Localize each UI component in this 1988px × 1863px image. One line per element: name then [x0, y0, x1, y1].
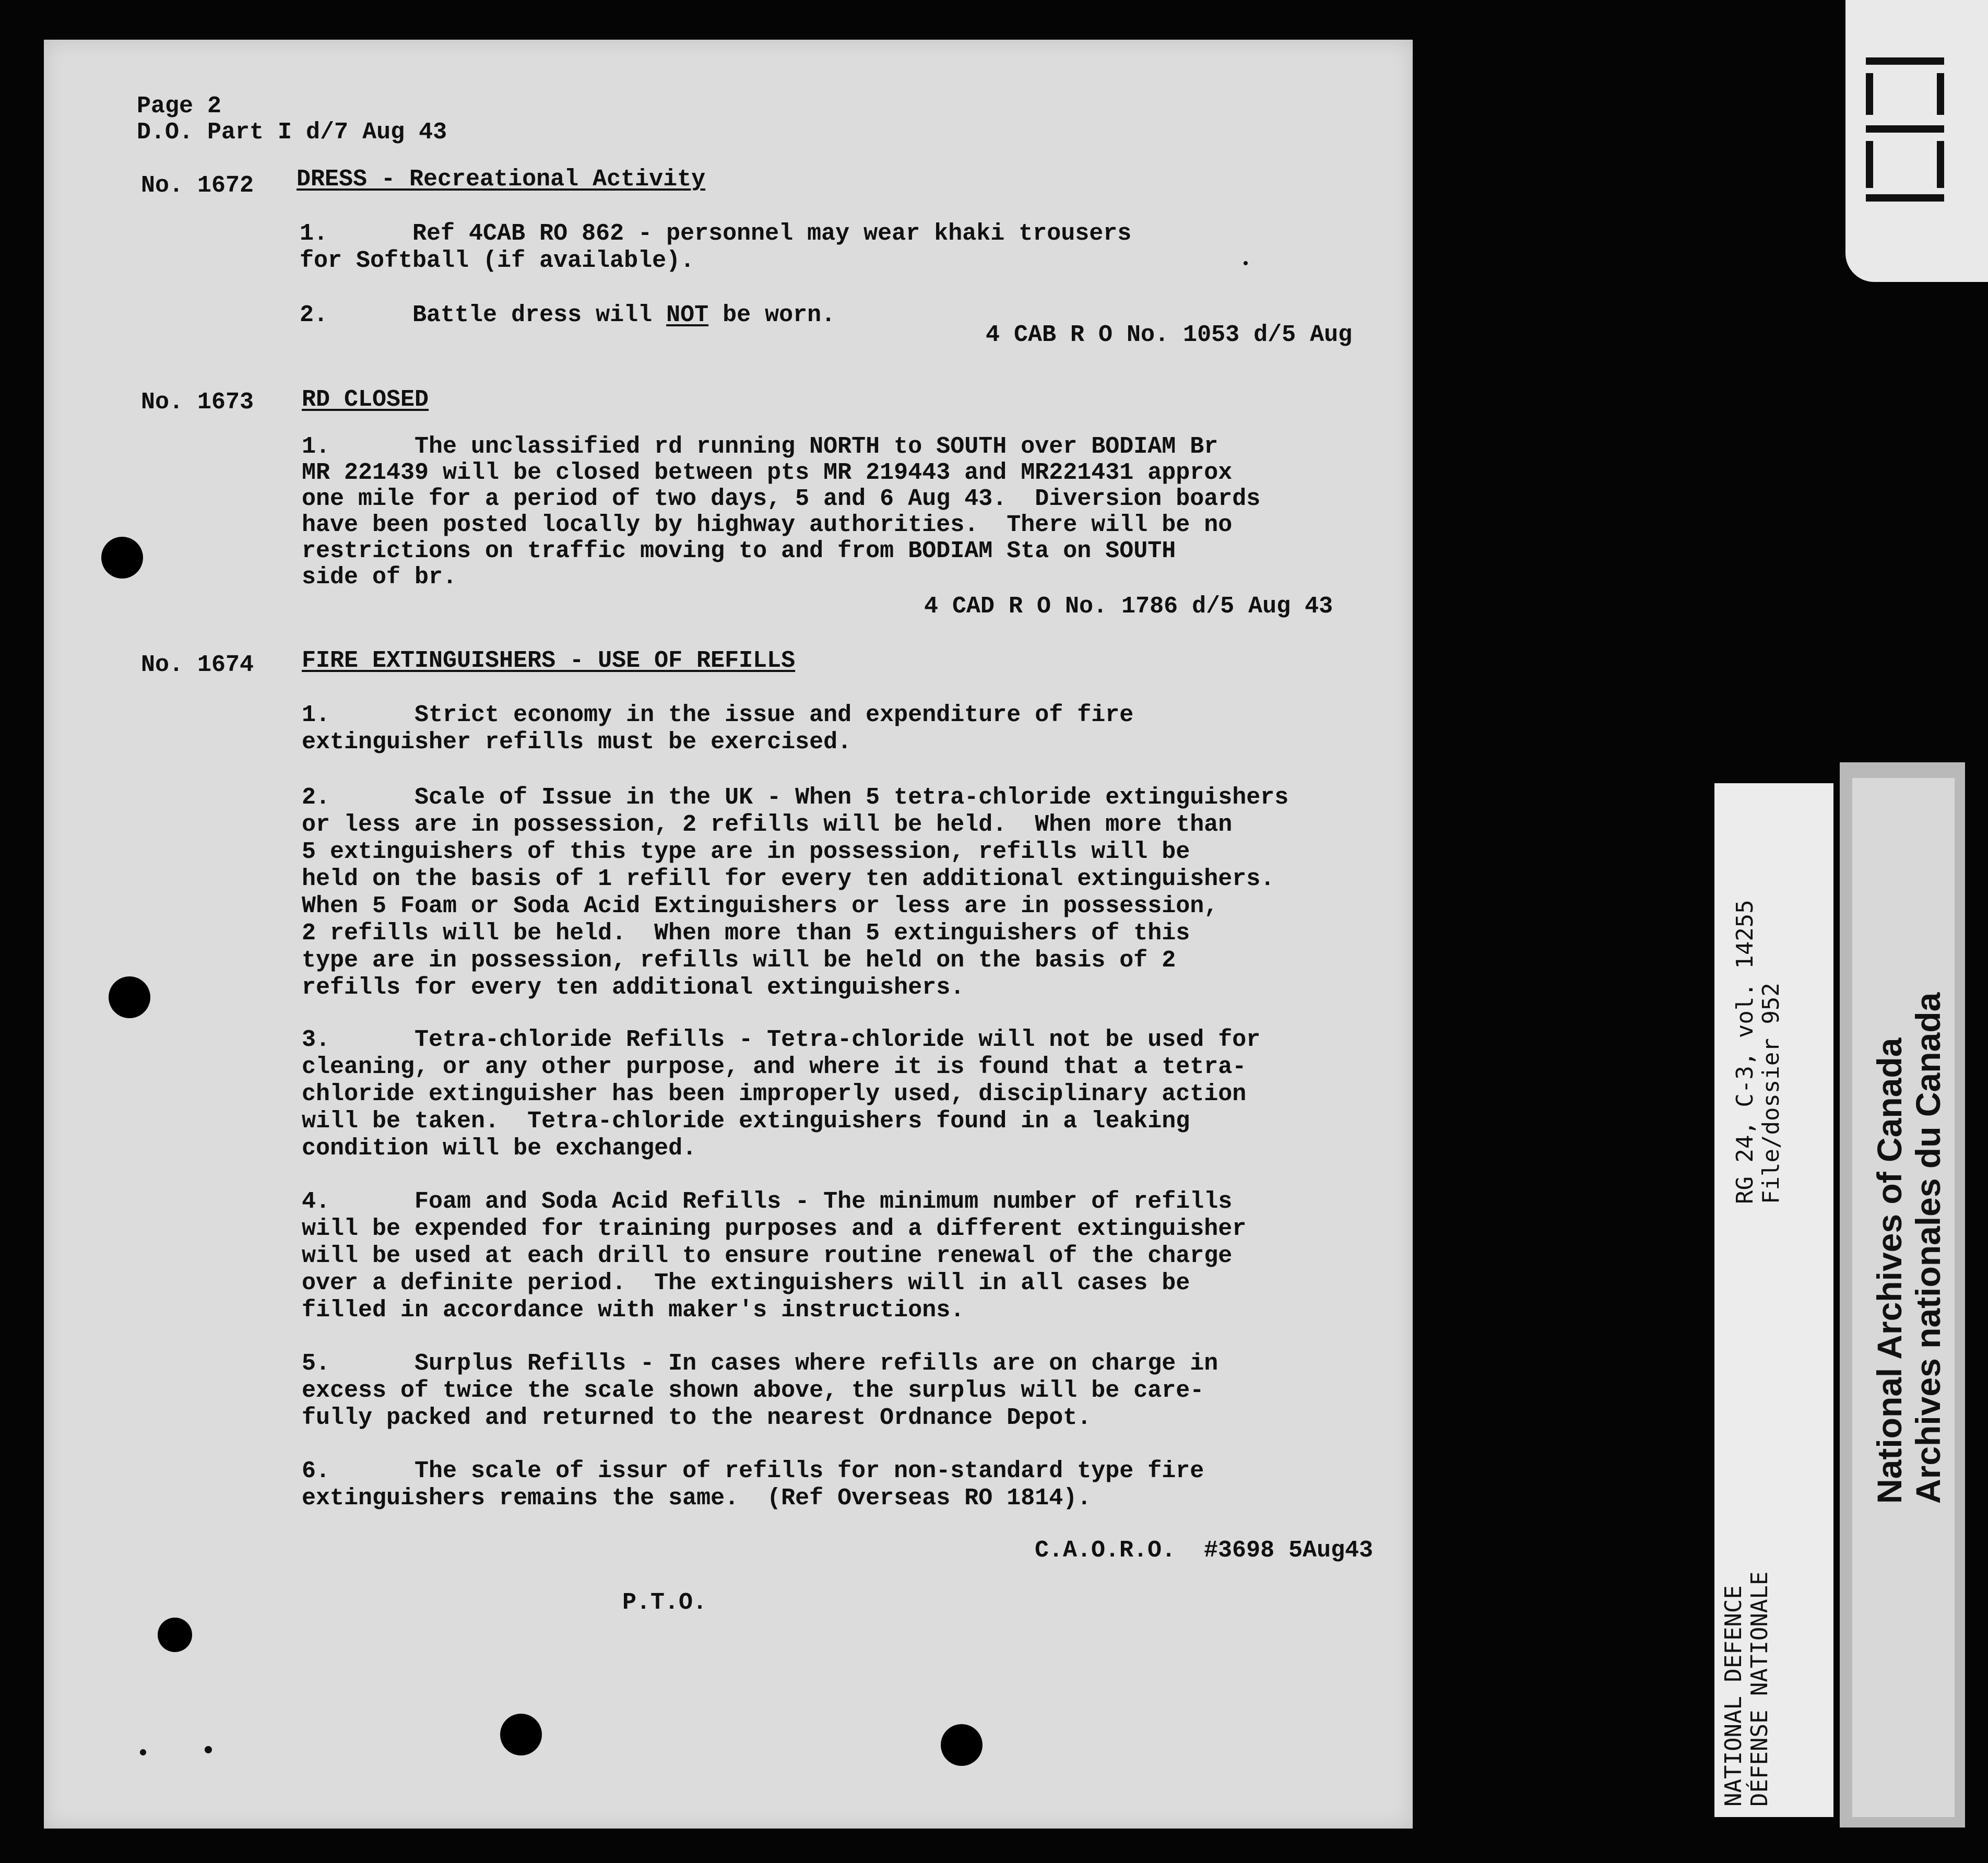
reference-line: RG 24, C-3, vol. 14255 — [1732, 900, 1758, 1204]
tab-marking — [1937, 73, 1944, 115]
tab-marking — [1866, 194, 1944, 202]
item-1674-line: will be expended for training purposes and a different extinguisher — [302, 1216, 1247, 1242]
punch-hole — [109, 976, 150, 1018]
item-1673-line: one mile for a period of two days, 5 and 6 Aug 43. Diversion boards — [302, 486, 1261, 512]
item-1673-reference: 4 CAD R O No. 1786 d/5 Aug 43 — [924, 593, 1333, 620]
item-1674-line: extinguishers remains the same. (Ref Overseas RO 1814). — [302, 1485, 1092, 1512]
item-1674-line: 2. Scale of Issue in the UK - When 5 tetra-chloride extinguishers — [302, 784, 1289, 811]
punch-hole — [500, 1714, 542, 1755]
reference-line: File/dossier 952 — [1758, 983, 1784, 1204]
item-1674-reference: C.A.O.R.O. #3698 5Aug43 — [1035, 1537, 1374, 1564]
item-1673-line: restrictions on traffic moving to and from BODIAM Sta on SOUTH — [302, 538, 1176, 564]
item-1674-line: or less are in possession, 2 refills will be held. When more than — [302, 811, 1233, 838]
tab-marking — [1866, 73, 1873, 115]
item-1673-line: side of br. — [302, 564, 457, 591]
department-line: DÉFENSE NATIONALE — [1746, 1571, 1773, 1807]
tab-marking — [1866, 125, 1944, 133]
punch-hole — [941, 1724, 983, 1766]
please-turn-over: P.T.O. — [622, 1589, 707, 1616]
item-number-1672: No. 1672 — [141, 172, 254, 199]
item-title-1673: RD CLOSED — [302, 386, 429, 413]
item-1674-line: When 5 Foam or Soda Acid Extinguishers or less are in possession, — [302, 893, 1218, 919]
item-1674-line: 3. Tetra-chloride Refills - Tetra-chloride will not be used for — [302, 1027, 1261, 1053]
item-1674-line: 1. Strict economy in the issue and expenditure of fire — [302, 702, 1134, 728]
item-1674-line: 2 refills will be held. When more than 5 extinguishers of this — [302, 920, 1190, 947]
item-1674-line: will be taken. Tetra-chloride extinguishers found in a leaking — [302, 1108, 1190, 1135]
item-1674-line: excess of twice the scale shown above, the surplus will be care- — [302, 1377, 1204, 1404]
archive-reference — [1732, 900, 1784, 1204]
item-1674-line: 4. Foam and Soda Acid Refills - The minimum number of refills — [302, 1188, 1233, 1215]
item-1674-line: 5 extinguishers of this type are in possession, refills will be — [302, 839, 1190, 865]
item-1674-line: refills for every ten additional extinguishers. — [302, 974, 965, 1001]
tab-marking — [1866, 141, 1873, 188]
punch-hole — [158, 1618, 192, 1652]
item-1674-line: type are in possession, refills will be held on the basis of 2 — [302, 947, 1176, 974]
item-title-1672: DRESS - Recreational Activity — [297, 166, 706, 193]
item-1674-line: 5. Surplus Refills - In cases where refills are on charge in — [302, 1350, 1218, 1377]
ink-speck — [140, 1749, 146, 1755]
item-1674-line: cleaning, or any other purpose, and where it is found that a tetra- — [302, 1054, 1247, 1080]
tab-marking — [1866, 57, 1944, 65]
item-1673-line: MR 221439 will be closed between pts MR 219443 and MR221431 approx — [302, 459, 1233, 486]
punch-hole — [101, 537, 143, 579]
tab-marking — [1937, 141, 1944, 188]
item-1674-line: held on the basis of 1 refill for every ten additional extinguishers. — [302, 866, 1275, 892]
item-1672-para-2-post: be worn. — [708, 302, 836, 328]
item-1672-emphasis: NOT — [666, 302, 709, 328]
ink-speck — [205, 1746, 212, 1753]
item-number-1674: No. 1674 — [141, 652, 254, 678]
item-1673-line: have been posted locally by highway authorities. There will be no — [302, 512, 1233, 538]
archive-name-en: National Archives of Canada — [1870, 1037, 1909, 1504]
ink-speck — [1244, 261, 1248, 265]
archive-name-fr: Archives nationales du Canada — [1909, 992, 1947, 1504]
order-reference: D.O. Part I d/7 Aug 43 — [137, 119, 447, 146]
archive-name — [1870, 993, 1947, 1504]
department-line: NATIONAL DEFENCE — [1720, 1585, 1747, 1807]
item-1672-para-2-pre: 2. Battle dress will — [300, 302, 667, 328]
item-1672-para-2 — [300, 302, 835, 328]
item-1674-line: filled in accordance with maker's instructions. — [302, 1297, 965, 1324]
department-label — [1721, 1572, 1773, 1807]
item-1674-line: chloride extinguisher has been improperly used, disciplinary action — [302, 1081, 1247, 1107]
item-1672-line: for Softball (if available). — [300, 247, 695, 274]
item-1673-line: 1. The unclassified rd running NORTH to SOUTH over BODIAM Br — [302, 433, 1218, 460]
item-1672-line: 1. Ref 4CAB RO 862 - personnel may wear khaki trousers — [300, 220, 1132, 247]
item-1674-line: over a definite period. The extinguishers will in all cases be — [302, 1270, 1190, 1296]
item-1674-line: will be used at each drill to ensure routine renewal of the charge — [302, 1243, 1233, 1269]
item-1674-line: fully packed and returned to the nearest Ordnance Depot. — [302, 1405, 1092, 1431]
item-title-1674: FIRE EXTINGUISHERS - USE OF REFILLS — [302, 647, 796, 674]
item-1674-line: extinguisher refills must be exercised. — [302, 729, 852, 756]
item-number-1673: No. 1673 — [141, 389, 254, 416]
page-number: Page 2 — [137, 93, 222, 120]
item-1672-reference: 4 CAB R O No. 1053 d/5 Aug — [986, 322, 1353, 348]
item-1674-line: condition will be exchanged. — [302, 1135, 697, 1162]
item-1674-line: 6. The scale of issur of refills for non-standard type fire — [302, 1458, 1204, 1484]
